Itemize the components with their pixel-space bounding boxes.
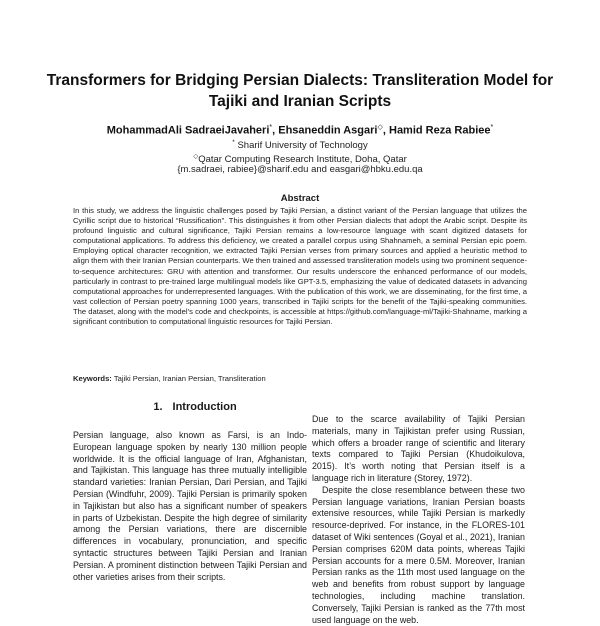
affiliation-mark: *: [232, 139, 235, 146]
section-number: 1.: [153, 401, 163, 413]
affiliation-text: Sharif University of Technology: [237, 140, 368, 152]
keywords-label: Keywords:: [73, 374, 112, 383]
abstract-body: In this study, we address the linguistic challenges posed by Tajiki Persian, a distinct variant of the Persian language that utilizes the Cyrillic script due to historical “Russification”. This distinguishes it from other Persian dialects that adopt the Arabic script. Despite its profound linguistic and cultural significance, Tajiki Persian remains a low-resource language with scant digitized datasets for computational applications. To address this deficiency, we created a parallel corpus using Shahnameh, a seminal Persian epic poem. Employing optical character recognition, we extracted Tajiki Persian verses from primary sources and applied a heuristic method to align them with their Iranian Persian counterparts. We then trained and assessed transliteration models using two prominent sequence-to-sequence architectures: GRU with attention and transformer. Our results underscore the enhanced performance of our models, particularly in contrast to pre-trained large multilingual models like GPT-3.5, emphasizing the value of dedicated datasets in advancing computational approaches for underrepresented languages. With the publication of this work, we are disseminating, for the first time, a vast collection of Persian poetry spanning 1000 years, transcribed in Tajiki scripts for the benefit of the Tajiki-speaking communities. The dataset, along with the model’s code and checkpoints, is accessible at https://github.com/language-ml/Tajiki-Shahname, marking a significant contribution to computational linguistic resources for Tajiki Persian.: [73, 206, 527, 327]
affiliation-1: [20, 139, 580, 151]
author-mark: *: [490, 124, 494, 131]
author-list: MohammadAli SadraeiJavaheri*, Ehsaneddin Asgari◇, Hamid Reza Rabiee*: [106, 124, 494, 137]
author-name: Hamid Reza Rabiee: [389, 124, 491, 137]
right-column: [312, 414, 525, 625]
author-emails: {m.sadraei, rabiee}@sharif.edu and easgari@hbku.edu.qa: [177, 164, 423, 175]
paragraph: Persian language, also known as Farsi, is an Indo-European language spoken by nearly 130 million people worldwide. It is the official language of Iran, Afghanistan, and Tajikistan. This language has three mutually intelligible standard varieties: Iranian Persian, Dari Persian, and Tajiki Persian (Windfuhr, 2009). Tajiki Persian is primarily spoken in Tajikistan but also has a significant number of speakers in parts of Uzbekistan. Despite the high degree of similarity among the Persian variations, there are discernible differences in vocabulary, pronunciation, and specific syntactic structures between Tajiki Persian and Iranian Persian. A prominent distinction between Tajiki Persian and other varieties arises from their scripts.: [73, 430, 307, 582]
author-name: Ehsaneddin Asgari: [278, 124, 378, 137]
paragraph: Due to the scarce availability of Tajiki Persian materials, many in Tajikistan prefer using Russian, which offers a broader range of scientific and literary texts compared to Tajiki Persian (Khudoikulova, 2015). It’s worth noting that Persian itself is a language rich in literature (Storey, 1972).: [312, 414, 525, 483]
keywords-list: Tajiki Persian, Iranian Persian, Transliteration: [113, 374, 266, 383]
paper-title: Transformers for Bridging Persian Dialects: Transliteration Model for Tajiki and Iranian Scripts: [46, 72, 554, 110]
author-mark: *: [269, 124, 273, 131]
section-heading: [78, 401, 312, 413]
affiliation-mark: ◇: [193, 153, 199, 160]
left-column: [73, 430, 307, 600]
keywords-line: [73, 374, 266, 383]
paragraph: Despite the close resemblance between these two Persian language variations, Iranian Persian boasts extensive resources, while Tajiki Persian is markedly resource-deprived. For instance, in the FLORES-101 dataset of Wiki sentences (Goyal et al., 2021), Iranian Persian comprises 620M data points, whereas Tajiki Persian accounts for a mere 0.5M. Moreover, Iranian Persian ranks as the 11th most used language on the web and benefits from robust support by language technologies, including machine translation. Conversely, Tajiki Persian is ranked as the 77th most used language on the web.: [312, 484, 525, 625]
affiliation-text: Qatar Computing Research Institute, Doha, Qatar: [198, 154, 407, 166]
section-title: Introduction: [172, 401, 237, 413]
abstract-heading: Abstract: [280, 193, 320, 204]
author-mark: ◇: [377, 124, 383, 131]
author-name: MohammadAli SadraeiJavaheri: [106, 124, 270, 137]
